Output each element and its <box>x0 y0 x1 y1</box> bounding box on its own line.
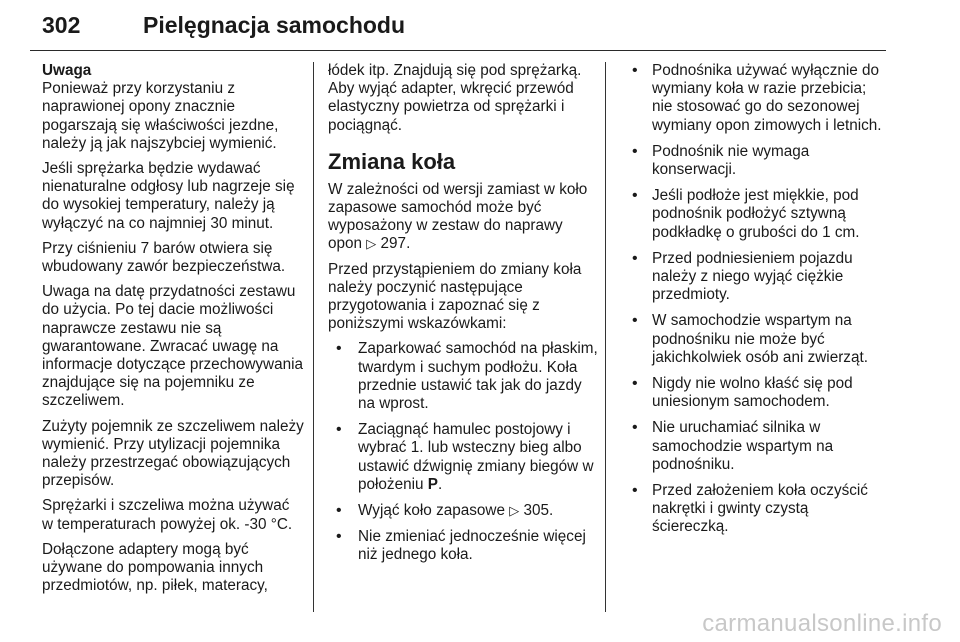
list-item: • Nigdy nie wolno kłaść się pod uniesionym samochodem. <box>630 375 888 411</box>
page-number: 302 <box>42 12 81 38</box>
page-reference-link[interactable]: 297 <box>380 235 407 253</box>
column-divider-2 <box>605 62 606 612</box>
list-item: • Podnośnika używać wyłącznie do wymiany koła w razie przebicia; nie stosować go do sezonowej wymiany opon zimowych i letnich. <box>630 62 888 135</box>
paragraph: Przed przystąpieniem do zmiany koła należy poczynić następujące przygotowania i zapoznać się z poniższymi wskazówkami: <box>328 260 582 333</box>
column-2 <box>328 62 598 573</box>
section-title: Zmiana koła <box>328 148 456 174</box>
page-reference-arrow-icon: ▷ <box>366 236 377 252</box>
paragraph: Ponieważ przy korzystaniu z naprawionej opony znacznie pogarszają się właściwości jezdne, należy ją jak najszybciej wymienić. <box>42 80 279 152</box>
list-item: • Przed podniesieniem pojazdu należy z niego wyjąć ciężkie przedmioty. <box>630 250 888 305</box>
page-title: Pielęgnacja samochodu <box>143 12 406 38</box>
paragraph: Zużyty pojemnik ze szczeliwem należy wymienić. Przy utylizacji pojemnika należy przestrzegać obowiązujących przepisów. <box>42 417 304 490</box>
list-item: • Przed założeniem koła oczyścić nakrętki i gwinty czystą ściereczką. <box>630 482 888 537</box>
paragraph: W zależności od wersji zamiast w koło zapasowe samochód może być wyposażony w zestaw do naprawy opon ▷ 297. <box>328 180 588 253</box>
paragraph: Sprężarki i szczeliwa można używać w temperaturach powyżej ok. -30 °C. <box>42 497 293 533</box>
list-item: • Jeśli podłoże jest miękkie, pod podnośnik podłożyć sztywną podkładkę o grubości do 1 cm. <box>630 187 888 242</box>
paragraph: Jeśli sprężarka będzie wydawać nienaturalne odgłosy lub nagrzeje się do wysokiej temperatury, należy ją wyłączyć na co najmniej 30 minut. <box>42 160 295 232</box>
bullet-list <box>328 340 598 564</box>
page-reference-arrow-icon: ▷ <box>509 503 520 519</box>
paragraph: Dołączone adaptery mogą być używane do pompowania innych przedmiotów, np. piłek, materacy, <box>42 540 268 595</box>
list-item: • Zaciągnąć hamulec postojowy i wybrać 1. lub wsteczny bieg albo ustawić dźwignię zmiany biegów w położeniu P. <box>328 421 598 494</box>
page-header <box>30 8 886 51</box>
list-item: • Podnośnik nie wymaga konserwacji. <box>630 143 888 179</box>
list-item: • Zaparkować samochód na płaskim, twardym i suchym podłożu. Koła przednie ustawić tak jak do jazdy na wprost. <box>328 340 598 413</box>
note-heading: Uwaga <box>42 62 92 79</box>
page-reference-link[interactable]: 305 <box>523 502 549 520</box>
gear-position-label: P <box>427 475 438 493</box>
list-item: • Wyjąć koło zapasowe ▷ 305. <box>328 502 598 520</box>
column-1 <box>42 62 304 602</box>
list-item: • Nie uruchamiać silnika w samochodzie wspartym na podnośniku. <box>630 419 888 474</box>
paragraph: Uwaga na datę przydatności zestawu do użycia. Po tej dacie możliwości naprawcze zestawu nie są gwarantowane. Zwracać uwagę na informacje dotyczące przechowywania znajdujące się na pojemniku ze szczeliwem. <box>42 283 304 410</box>
column-3 <box>630 62 888 545</box>
bullet-list <box>630 62 888 537</box>
watermark: carmanualsonline.info <box>702 610 942 637</box>
paragraph: Przy ciśnieniu 7 barów otwiera się wbudowany zawór bezpieczeństwa. <box>42 239 286 276</box>
list-item: • Nie zmieniać jednocześnie więcej niż jednego koła. <box>328 528 598 564</box>
paragraph: łódek itp. Znajdują się pod sprężarką. Aby wyjąć adapter, wkręcić przewód elastyczny powietrza od sprężarki i pociągnąć. <box>328 62 582 134</box>
column-divider-1 <box>313 62 314 612</box>
list-item: • W samochodzie wspartym na podnośniku nie może być jakichkolwiek osób ani zwierząt. <box>630 312 888 367</box>
